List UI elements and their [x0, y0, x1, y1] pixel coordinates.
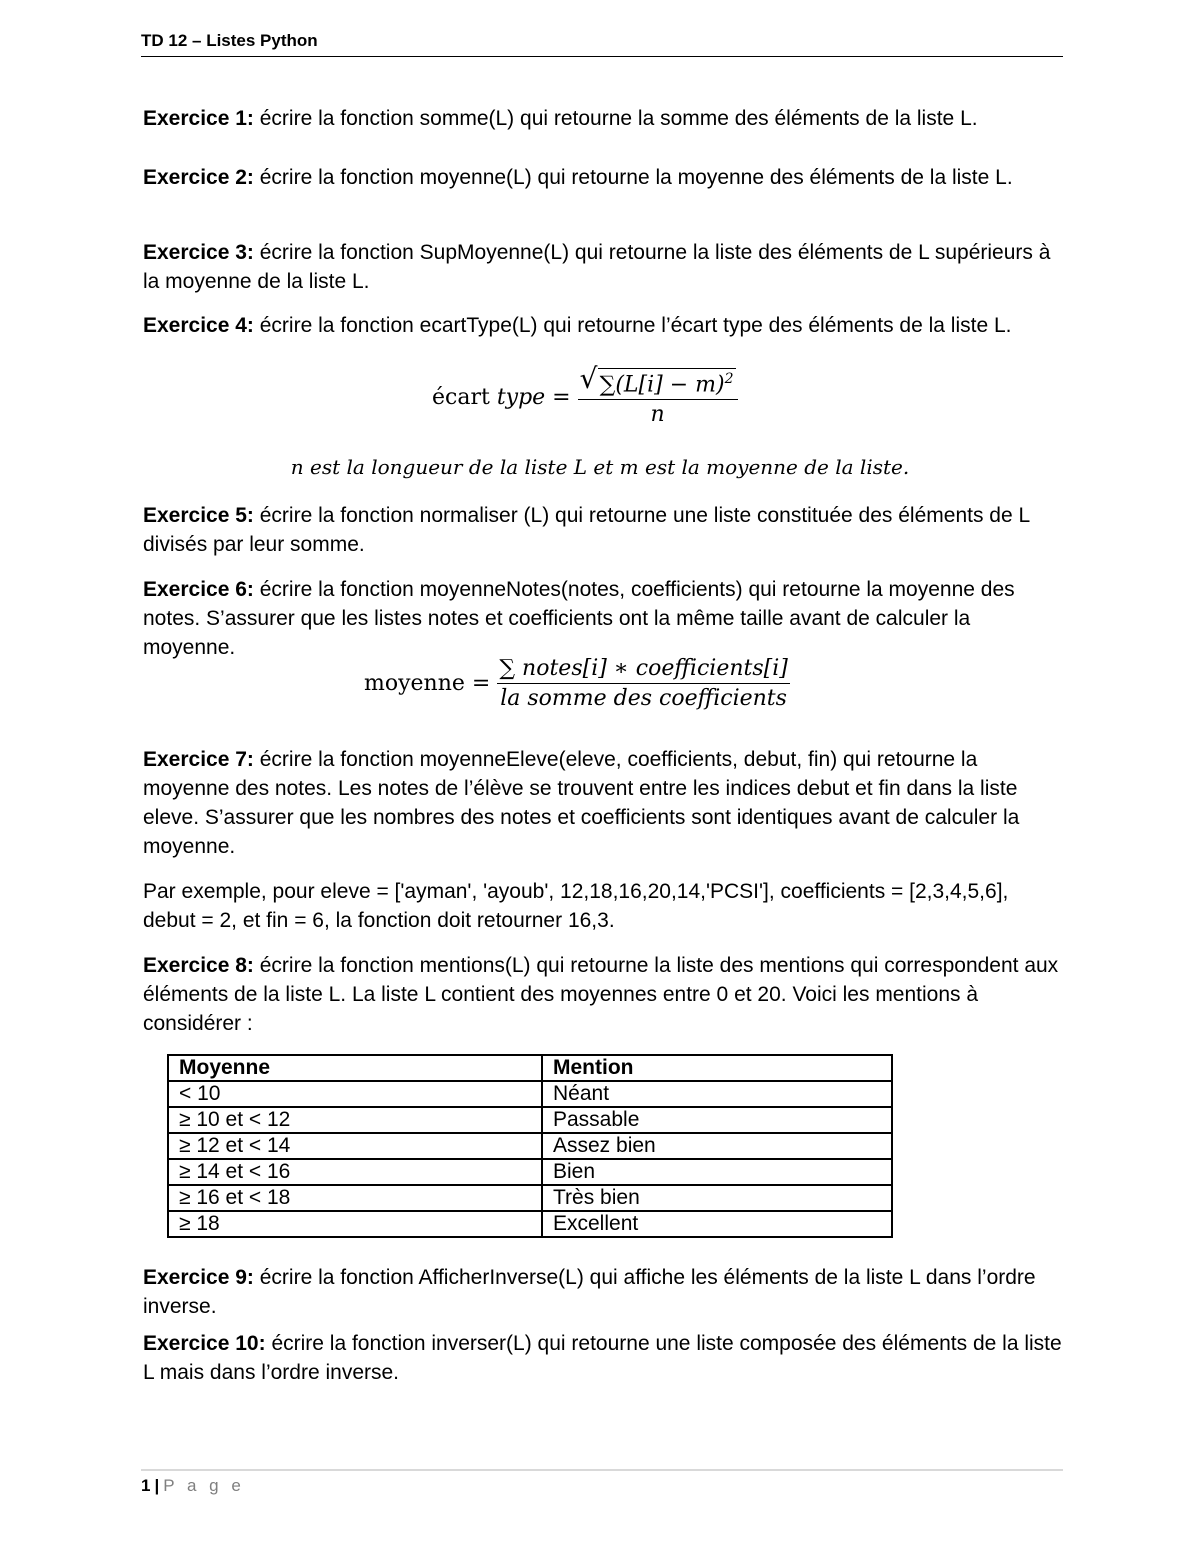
exercise-label: Exercice 4:	[143, 314, 254, 337]
mentions-table	[167, 1054, 893, 1238]
exercise-text: écrire la fonction AfficherInverse(L) qui affiche les éléments de la liste L dans l’ordre inverse.	[143, 1266, 1036, 1318]
exercise-text: écrire la fonction ecartType(L) qui retourne l’écart type des éléments de la liste L.	[253, 314, 1012, 337]
table-row	[168, 1133, 892, 1159]
exercise-label: Exercice 6:	[143, 578, 254, 601]
exercise-label: Exercice 1:	[143, 107, 254, 130]
exercise-label: Exercice 3:	[143, 241, 254, 264]
exercise-7-example: Par exemple, pour eleve = ['ayman', 'ayoub', 12,18,16,20,14,'PCSI'], coefficients = [2,3,4,5,6], debut = 2, et fin = 6, la fonction doit retourner 16,3.	[143, 880, 1009, 932]
formula-exponent: 2	[724, 371, 734, 387]
exercise-1	[143, 104, 1063, 133]
exercise-3	[143, 238, 1063, 296]
table-row	[168, 1211, 892, 1237]
moyenne-formula	[364, 656, 790, 711]
exercise-text: écrire la fonction SupMoyenne(L) qui retourne la liste des éléments de L supérieurs à la moyenne de la liste L.	[143, 241, 1051, 293]
exercise-2	[143, 163, 1063, 192]
page-label: P a g e	[163, 1476, 245, 1495]
exercise-label: Exercice 9:	[143, 1266, 254, 1289]
table-cell: ≥ 12 et < 14	[168, 1133, 542, 1159]
table-row	[168, 1185, 892, 1211]
table-cell: Néant	[542, 1081, 892, 1107]
exercise-text: écrire la fonction moyenneNotes(notes, coefficients) qui retourne la moyenne des notes. S’assurer que les listes notes et coefficients ont la même taille avant de calculer la moyenne.	[143, 578, 1015, 659]
table-cell: Excellent	[542, 1211, 892, 1237]
formula-lhs: écart type =	[432, 385, 571, 411]
exercise-4	[143, 311, 1063, 340]
formula-fraction	[497, 656, 790, 711]
page-footer	[141, 1476, 245, 1496]
formula-fraction	[578, 362, 738, 428]
table-header-cell: Mention	[542, 1055, 892, 1081]
table-cell: ≥ 16 et < 18	[168, 1185, 542, 1211]
footer-separator: |	[154, 1476, 160, 1495]
exercise-label: Exercice 7:	[143, 748, 254, 771]
exercise-7	[143, 745, 1063, 861]
exercise-label: Exercice 10:	[143, 1332, 266, 1355]
page-number: 1	[141, 1476, 151, 1495]
table-cell: Très bien	[542, 1185, 892, 1211]
exercise-label: Exercice 2:	[143, 166, 254, 189]
table-header-row	[168, 1055, 892, 1081]
exercise-text: écrire la fonction moyenneEleve(eleve, coefficients, debut, fin) qui retourne la moyenne des notes. Les notes de l’élève se trouvent entre les indices debut et fin dans la liste eleve. S’assurer que les nombres des notes et coefficients sont identiques avant de calculer la moyenne.	[143, 748, 1020, 858]
exercise-label: Exercice 5:	[143, 504, 254, 527]
formula-denominator: n	[650, 402, 665, 428]
formula-numerator: ∑(L[i] − m)	[599, 372, 725, 398]
formula-numerator: ∑ notes[i] ∗ coefficients[i]	[497, 656, 790, 684]
table-cell: Bien	[542, 1159, 892, 1185]
formula-lhs: moyenne =	[364, 671, 491, 696]
formula-note: n est la longueur de la liste L et m est la moyenne de la liste.	[290, 455, 910, 479]
table-cell: < 10	[168, 1081, 542, 1107]
exercise-text: écrire la fonction somme(L) qui retourne la somme des éléments de la liste L.	[253, 107, 978, 130]
header-divider	[141, 56, 1063, 57]
exercise-5	[143, 501, 1063, 559]
exercise-text: écrire la fonction inverser(L) qui retourne une liste composée des éléments de la liste L mais dans l’ordre inverse.	[143, 1332, 1062, 1384]
exercise-9	[143, 1263, 1063, 1321]
exercise-text: écrire la fonction mentions(L) qui retourne la liste des mentions qui correspondent aux éléments de la liste L. La liste L contient des moyennes entre 0 et 20. Voici les mentions à considérer :	[143, 954, 1059, 1035]
table-cell: ≥ 14 et < 16	[168, 1159, 542, 1185]
table-cell: Passable	[542, 1107, 892, 1133]
table-header-cell: Moyenne	[168, 1055, 542, 1081]
exercise-8	[143, 951, 1063, 1038]
exercise-text: écrire la fonction moyenne(L) qui retourne la moyenne des éléments de la liste L.	[253, 166, 1013, 189]
square-root: √ $\sum(L[i] - m)^2$	[579, 362, 734, 398]
footer-divider	[141, 1469, 1063, 1471]
table-row	[168, 1107, 892, 1133]
exercise-6	[143, 575, 1063, 662]
table-cell: ≥ 18	[168, 1211, 542, 1237]
table-cell: ≥ 10 et < 12	[168, 1107, 542, 1133]
ecart-type-formula	[432, 362, 738, 428]
table-cell: Assez bien	[542, 1133, 892, 1159]
page-header-title: TD 12 – Listes Python	[141, 31, 318, 50]
exercise-10	[143, 1329, 1063, 1387]
exercise-text: écrire la fonction normaliser (L) qui retourne une liste constituée des éléments de L divisés par leur somme.	[143, 504, 1030, 556]
table-row	[168, 1159, 892, 1185]
exercise-label: Exercice 8:	[143, 954, 254, 977]
table-row	[168, 1081, 892, 1107]
formula-denominator: la somme des coefficients	[500, 686, 787, 711]
